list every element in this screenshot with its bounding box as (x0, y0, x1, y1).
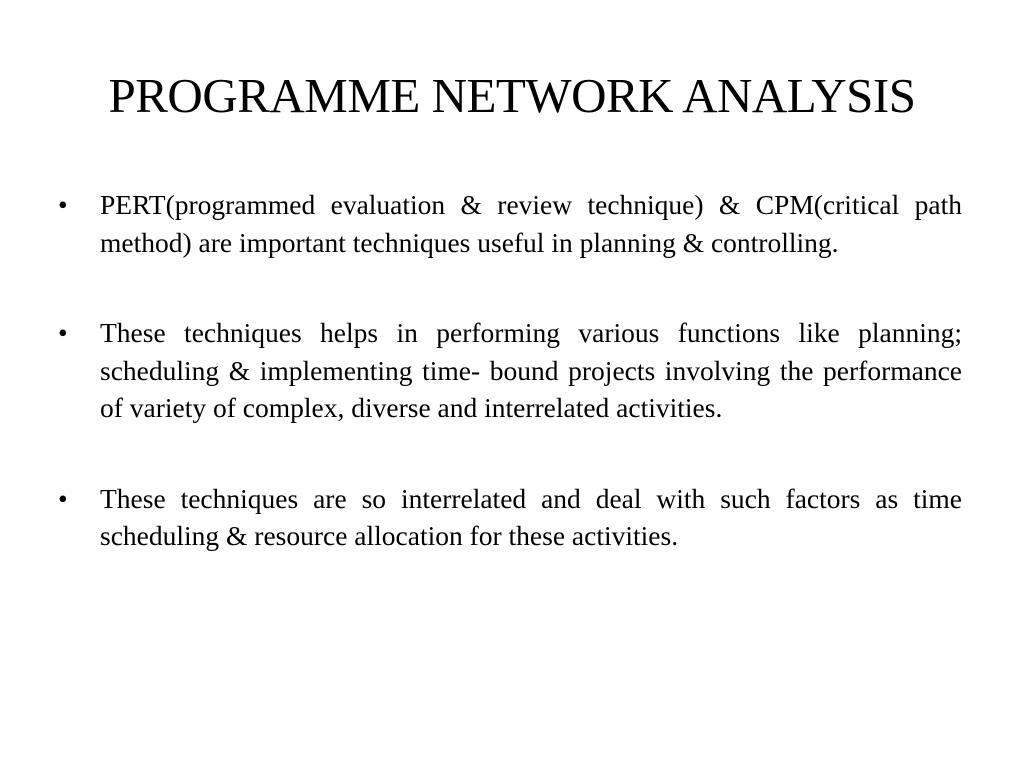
bullet-text: These techniques helps in performing various functions like planning; scheduling & implementing time- bound projects involving the performance of variety of complex, diverse and interrelated activities. (100, 317, 962, 423)
bullet-icon: • (58, 317, 68, 348)
bullet-list (58, 186, 962, 555)
bullet-text: These techniques are so interrelated and deal with such factors as time scheduling & resource allocation for these activities. (100, 482, 962, 551)
bullet-icon: • (58, 189, 68, 220)
slide-title: PROGRAMME NETWORK ANALYSIS (108, 68, 916, 123)
bullet-item-1 (58, 186, 962, 261)
bullet-text: PERT(programmed evaluation & review technique) & CPM(critical path method) are important techniques useful in planning & controlling. (100, 189, 962, 258)
bullet-icon: • (58, 482, 68, 514)
bullet-item-2 (58, 314, 962, 427)
bullet-item-3 (58, 480, 962, 555)
